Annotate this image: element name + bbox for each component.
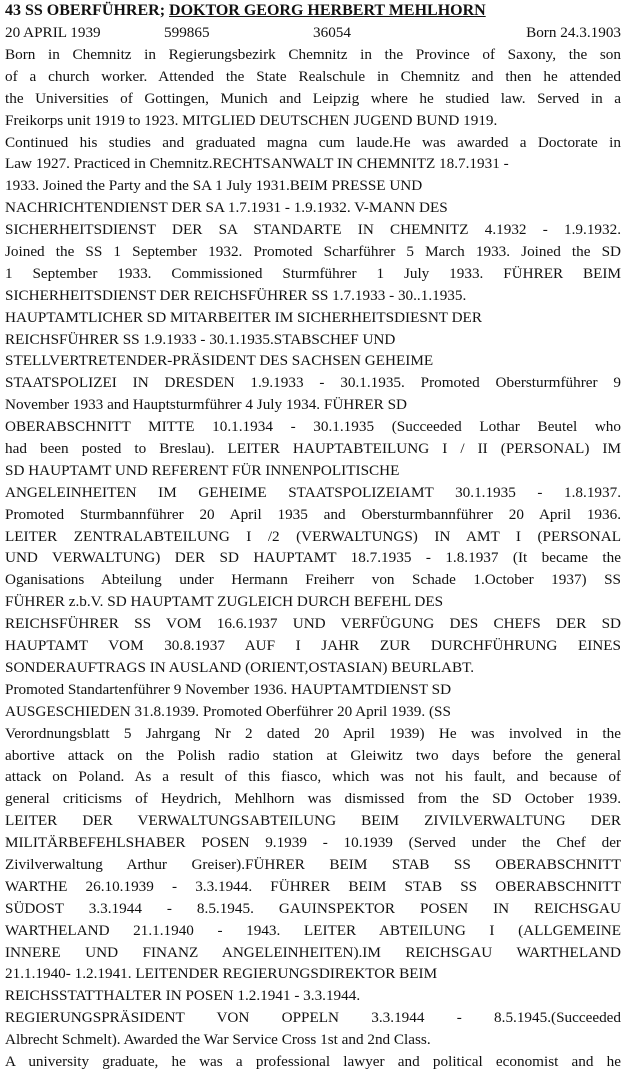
text-line: 21.1.1940- 1.2.1941. LEITENDER REGIERUNGSDIREKTOR BEIM	[5, 965, 438, 983]
text-line: SD HAUPTAMT UND REFERENT FÜR INNENPOLITISCHE	[5, 461, 400, 479]
text-line: AUSGESCHIEDEN 31.8.1939. Promoted Oberführer 20 April 1939. (SS	[5, 702, 451, 720]
title-name: DOKTOR GEORG HERBERT MEHLHORN	[169, 2, 486, 19]
document-title	[5, 0, 621, 22]
text-line: UND VERWALTUNG) DER SD HAUPTAMT 18.7.1935 - 1.8.1937 (It became the	[5, 549, 621, 567]
text-line: REICHSFÜHRER SS VOM 16.6.1937 UND VERFÜGUNG DES CHEFS DER SD	[5, 615, 621, 633]
text-line: LEITER ZENTRALABTEILUNG I /2 (VERWALTUNGS) IN AMT I (PERSONAL	[5, 527, 621, 545]
document-page	[5, 0, 621, 1073]
text-line: 1933. Joined the Party and the SA 1 July 1931.BEIM PRESSE UND	[5, 177, 423, 195]
text-line: SICHERHEITSDIENST DER SA STANDARTE IN CHEMNITZ 4.1932 - 1.9.1932.	[5, 221, 621, 239]
record-meta-line	[5, 22, 621, 44]
text-line: REICHSSTATTHALTER IN POSEN 1.2.1941 - 3.3.1944.	[5, 987, 361, 1005]
text-line: LEITER DER VERWALTUNGSABTEILUNG BEIM ZIVILVERWALTUNG DER	[5, 812, 621, 830]
text-line: of a church worker. Attended the State Realschule in Chemnitz and then he attended	[5, 67, 621, 85]
text-line: Law 1927. Practiced in Chemnitz.RECHTSANWALT IN CHEMNITZ 18.7.1931 -	[5, 155, 509, 173]
text-line: Zivilverwaltung Arthur Greiser).FÜHRER BEIM STAB SS OBERABSCHNITT	[5, 855, 621, 873]
text-line: 1 September 1933. Commissioned Sturmführer 1 July 1933. FÜHRER BEIM	[5, 264, 621, 282]
text-line: November 1933 and Hauptsturmführer 4 July 1934. FÜHRER SD	[5, 396, 408, 414]
text-line: had been posted to Breslau). LEITER HAUPTABTEILUNG I / II (PERSONAL) IM	[5, 440, 621, 458]
text-line: HAUPTAMTLICHER SD MITARBEITER IM SICHERHEITSDIESNT DER	[5, 308, 482, 326]
text-line: Verordnungsblatt 5 Jahrgang Nr 2 dated 20 April 1939) He was involved in the	[5, 724, 621, 742]
text-line: WARTHE 26.10.1939 - 3.3.1944. FÜHRER BEIM STAB SS OBERABSCHNITT	[5, 877, 621, 895]
text-line: general criticisms of Heydrich, Mehlhorn was dismissed from the SD October 1939.	[5, 790, 621, 808]
text-line: the Universities of Gottingen, Munich and Leipzig where he studied law. Served in a	[5, 89, 621, 107]
text-line: MILITÄRBEFEHLSHABER POSEN 9.1939 - 10.1939 (Served under the Chef der	[5, 834, 621, 852]
text-line: Promoted Standartenführer 9 November 1936. HAUPTAMTDIENST SD	[5, 680, 452, 698]
title-prefix: 43 SS OBERFÜHRER;	[5, 2, 170, 19]
text-line: SÜDOST 3.3.1944 - 8.5.1945. GAUINSPEKTOR POSEN IN REICHSGAU	[5, 899, 621, 917]
party-number: 599865	[164, 24, 210, 41]
ss-number: 36054	[313, 24, 351, 41]
text-line: Promoted Sturmbannführer 20 April 1935 and Obersturmbannführer 20 April 1936.	[5, 505, 621, 523]
text-line: REICHSFÜHRER SS 1.9.1933 - 30.1.1935.STABSCHEF UND	[5, 330, 396, 348]
text-line: abortive attack on the Polish radio station at Gleiwitz two days before the general	[5, 746, 621, 764]
text-line: SICHERHEITSDIENST DER REICHSFÜHRER SS 1.7.1933 - 30..1.1935.	[5, 286, 467, 304]
biography-text	[5, 44, 621, 1073]
text-line: SONDERAUFTRAGS IN AUSLAND (ORIENT,OSTASIAN) BEURLABT.	[5, 658, 475, 676]
text-line: Freikorps unit 1919 to 1923. MITGLIED DEUTSCHEN JUGEND BUND 1919.	[5, 111, 498, 129]
text-line: FÜHRER z.b.V. SD HAUPTAMT ZUGLEICH DURCH BEFEHL DES	[5, 593, 444, 611]
text-line: Oganisations Abteilung under Hermann Freiherr von Schade 1.October 1937) SS	[5, 571, 621, 589]
text-line: attack on Poland. As a result of this fiasco, which was not his fault, and because of	[5, 768, 621, 786]
promotion-date: 20 APRIL 1939	[5, 24, 101, 41]
text-line: INNERE UND FINANZ ANGELEINHEITEN).IM REICHSGAU WARTHELAND	[5, 943, 621, 961]
text-line: REGIERUNGSPRÄSIDENT VON OPPELN 3.3.1944 - 8.5.1945.(Succeeded	[5, 1009, 621, 1027]
text-line: A university graduate, he was a professional lawyer and political economist and he	[5, 1052, 621, 1070]
text-line: HAUPTAMT VOM 30.8.1937 AUF I JAHR ZUR DURCHFÜHRUNG EINES	[5, 637, 621, 655]
text-line: OBERABSCHNITT MITTE 10.1.1934 - 30.1.1935 (Succeeded Lothar Beutel who	[5, 418, 621, 436]
birth-date: Born 24.3.1903	[526, 24, 621, 41]
text-line: STELLVERTRETENDER-PRÄSIDENT DES SACHSEN GEHEIME	[5, 352, 434, 370]
text-line: STAATSPOLIZEI IN DRESDEN 1.9.1933 - 30.1.1935. Promoted Obersturmführer 9	[5, 374, 621, 392]
text-line: ANGELEINHEITEN IM GEHEIME STAATSPOLIZEIAMT 30.1.1935 - 1.8.1937.	[5, 483, 621, 501]
text-line: WARTHELAND 21.1.1940 - 1943. LEITER ABTEILUNG I (ALLGEMEINE	[5, 921, 621, 939]
text-line: Born in Chemnitz in Regierungsbezirk Chemnitz in the Province of Saxony, the son	[5, 46, 621, 63]
text-line: NACHRICHTENDIENST DER SA 1.7.1931 - 1.9.1932. V-MANN DES	[5, 199, 448, 217]
text-line: Continued his studies and graduated magna cum laude.He was awarded a Doctorate in	[5, 133, 621, 151]
text-line: Albrecht Schmelt). Awarded the War Service Cross 1st and 2nd Class.	[5, 1031, 431, 1049]
text-line: Joined the SS 1 September 1932. Promoted Scharführer 5 March 1933. Joined the SD	[5, 243, 621, 261]
